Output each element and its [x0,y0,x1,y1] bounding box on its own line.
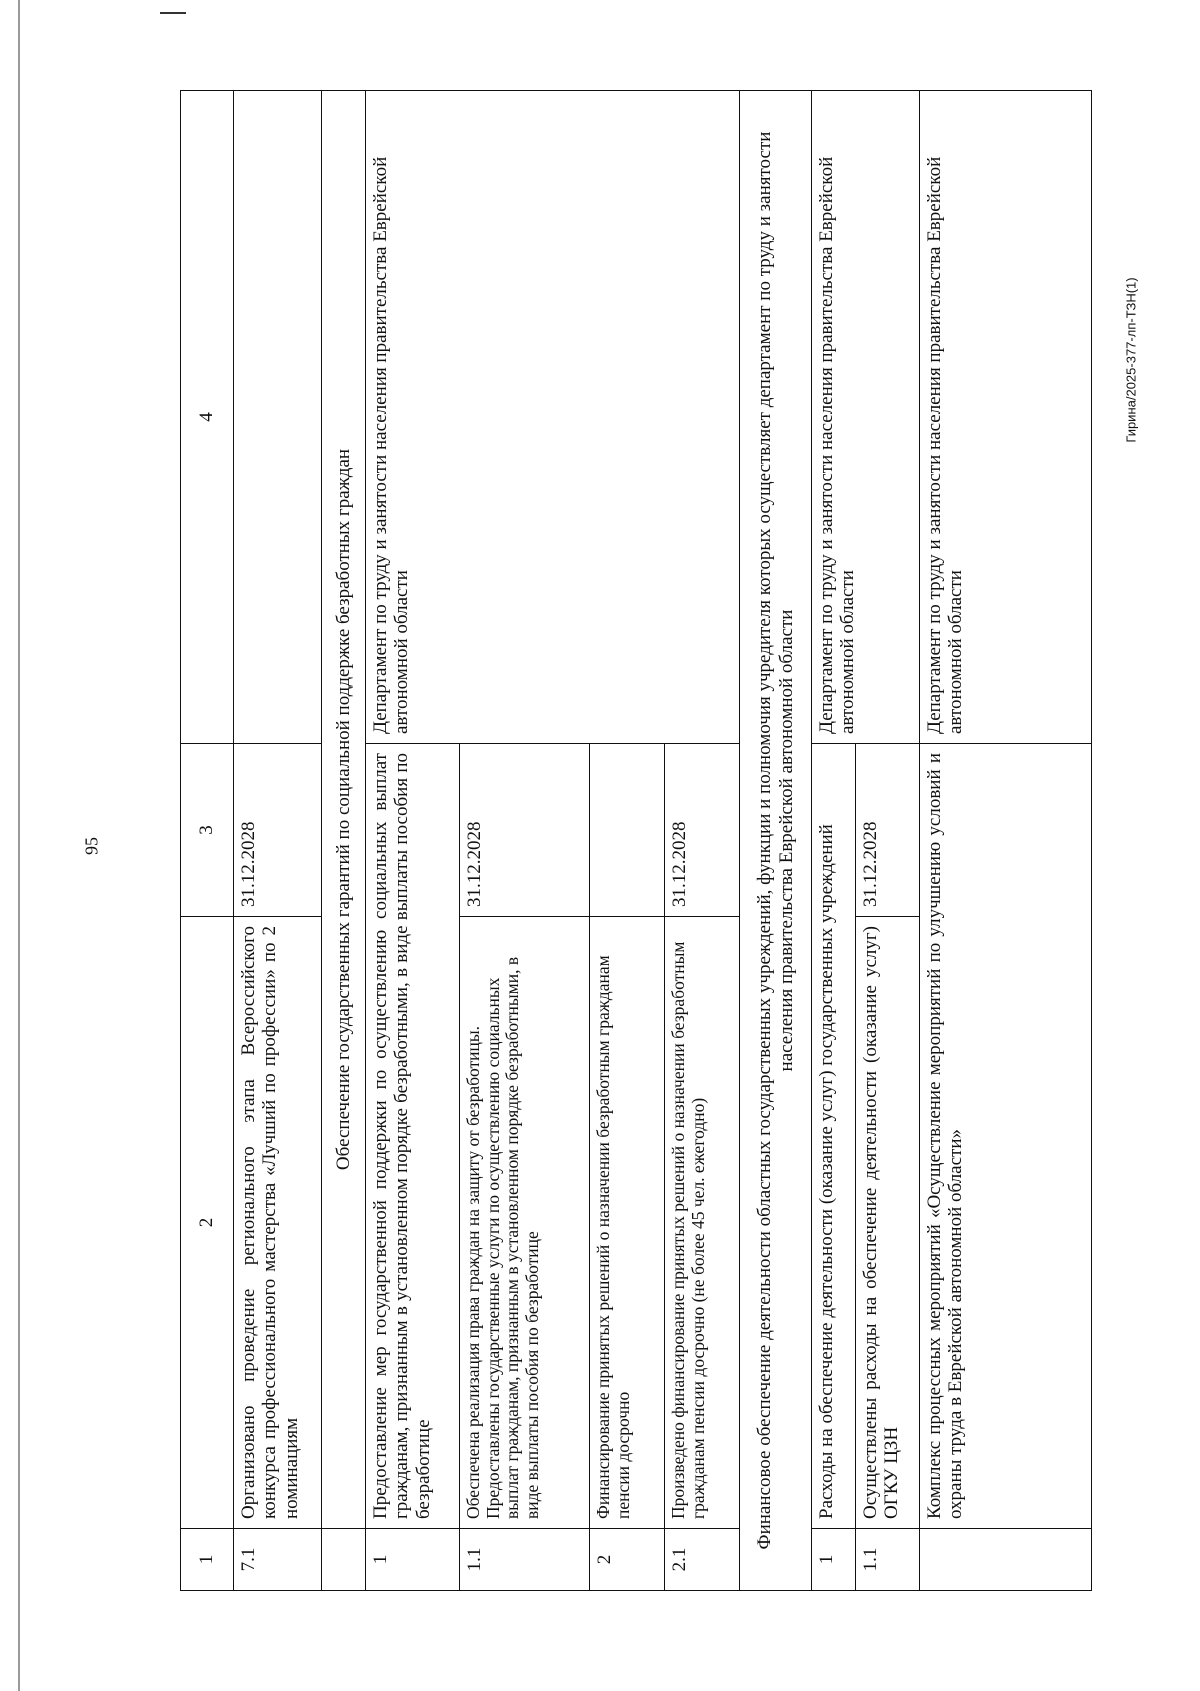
row-number: 1.1 [856,1529,920,1591]
table-row [366,91,460,1591]
row-text: Финансирование принятых решений о назначении безработным гражданам пенсии досрочно [590,917,665,1529]
row-dept: Департамент по труду и занятости населения правительства Еврейской автономной области [366,91,740,744]
table-row [234,91,322,1591]
row-number: 2.1 [665,1529,740,1591]
row-dept: Департамент по труду и занятости населения правительства Еврейской автономной области [812,91,920,744]
row-date-empty [590,744,665,917]
row-text: Осуществлены расходы на обеспечение деятельности (оказание услуг) ОГКУ ЦЗН [856,917,920,1529]
row-date: 31.12.2028 [234,744,322,917]
section-heading-row [322,91,366,1591]
scan-mark [160,12,186,14]
row-text: Обеспечена реализация права граждан на защиту от безработицы. Предоставлены государственные услуги по осуществлению социальных выплат гражданам, признанным в установленном порядке безработными, в виде выплаты пособия по безработице [460,917,590,1529]
section-title: Финансовое обеспечение деятельности областных государственных учреждений, функции и полномочия учредителя которых осуществляет департамент по труду и занятости населения правительства Еврейской автономной области [740,91,812,1591]
row-date: 31.12.2028 [856,744,920,917]
table-header-row [181,91,234,1591]
row-number [920,1529,1092,1591]
table-row [812,91,856,1591]
page-number: 95 [81,837,102,855]
section-number-empty [322,1529,366,1591]
row-number: 1.1 [460,1529,590,1591]
row-text: Комплекс процессных мероприятий «Осуществление мероприятий по улучшению условий и охраны труда в Еврейской автономной области» [920,744,1092,1529]
row-number: 7.1 [234,1529,322,1591]
row-text: Организовано проведение регионального этапа Всероссийского конкурса профессионального мастерства «Лучший по профессии» по 2 номинациям [234,917,322,1529]
row-date: 31.12.2028 [665,744,740,917]
table-row [920,91,1092,1591]
row-dept: Департамент по труду и занятости населения правительства Еврейской автономной области [920,91,1092,744]
row-number: 1 [812,1529,856,1591]
scan-edge-line [18,0,20,1691]
row-text: Расходы на обеспечение деятельности (оказание услуг) государственных учреждений [812,744,856,1529]
row-text: Произведено финансирование принятых решений о назначении безработным гражданам пенсии досрочно (не более 45 чел. ежегодно) [665,917,740,1529]
row-date: 31.12.2028 [460,744,590,917]
row-text: Предоставление мер государственной поддержки по осуществлению социальных выплат гражданам, признанным в установленном порядке безработными, в виде выплаты пособия по безработице [366,744,460,1529]
row-number: 2 [590,1529,665,1591]
section-heading-row [740,91,812,1591]
row-dept-empty [234,91,322,744]
document-code: Гирина/2025-377-лп-ТЗН(1) [1123,277,1139,443]
rotated-page [180,91,1092,1591]
header-col-1: 1 [181,1529,234,1591]
header-col-2: 2 [181,917,234,1529]
header-col-4: 4 [181,91,234,744]
row-number: 1 [366,1529,460,1591]
header-col-3: 3 [181,744,234,917]
section-title: Обеспечение государственных гарантий по социальной поддержке безработных граждан [322,91,366,1529]
plan-table [180,90,1092,1591]
